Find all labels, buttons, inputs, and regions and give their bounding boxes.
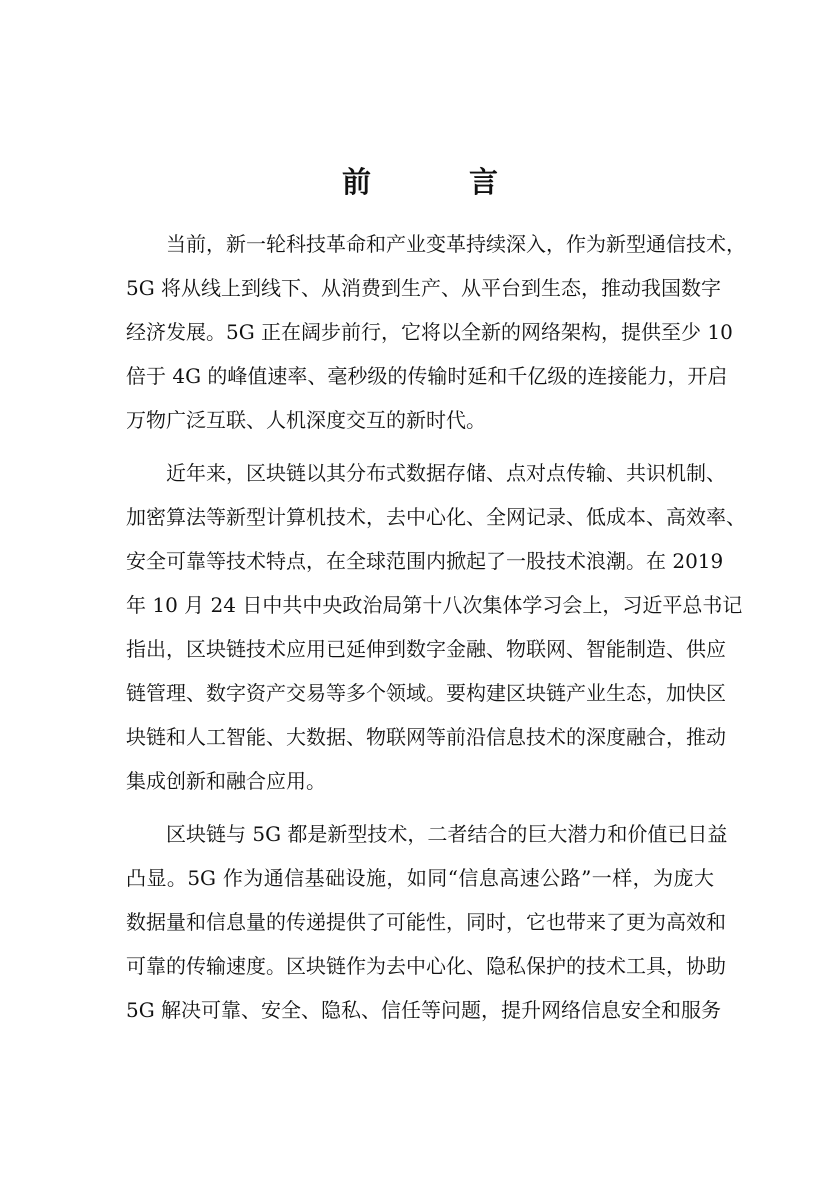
paragraph-line: 链管理、数字资产交易等多个领域。要构建区块链产业生态，加快区 xyxy=(126,681,726,705)
paragraph-2 xyxy=(126,451,746,803)
paragraph-line: 年 10 月 24 日中共中央政治局第十八次集体学习会上，习近平总书记 xyxy=(126,593,743,617)
paragraph-line: 倍于 4G 的峰值速率、毫秒级的传输时延和千亿级的连接能力，开启 xyxy=(126,364,728,388)
paragraph-line: 加密算法等新型计算机技术，去中心化、全网记录、低成本、高效率、 xyxy=(126,505,746,529)
paragraph-line: 5G 将从线上到线下、从消费到生产、从平台到生态，推动我国数字 xyxy=(126,276,722,300)
paragraph-line: 块链和人工智能、大数据、物联网等前沿信息技术的深度融合，推动 xyxy=(126,725,726,749)
paragraph-line: 数据量和信息量的传递提供了可能性，同时，它也带来了更为高效和 xyxy=(126,910,726,934)
paragraph-line: 指出，区块链技术应用已延伸到数字金融、物联网、智能制造、供应 xyxy=(126,637,726,661)
paragraph-line: 5G 解决可靠、安全、隐私、信任等问题，提升网络信息安全和服务 xyxy=(126,998,722,1022)
paragraph-3 xyxy=(126,812,728,1032)
paragraph-line: 安全可靠等技术特点，在全球范围内掀起了一股技术浪潮。在 2019 xyxy=(126,549,724,573)
paragraph-line: 区块链与 5G 都是新型技术，二者结合的巨大潜力和价值已日益 xyxy=(166,822,728,846)
body-text xyxy=(126,222,746,1032)
page-title: 前 言 xyxy=(341,165,543,199)
paragraph-line: 凸显。5G 作为通信基础设施，如同“信息高速公路”一样，为庞大 xyxy=(126,866,714,890)
paragraph-line: 当前，新一轮科技革命和产业变革持续深入，作为新型通信技术， xyxy=(166,232,746,256)
paragraph-line: 集成创新和融合应用。 xyxy=(126,769,326,793)
paragraph-line: 近年来，区块链以其分布式数据存储、点对点传输、共识机制、 xyxy=(166,461,726,485)
paragraph-line: 经济发展。5G 正在阔步前行，它将以全新的网络架构，提供至少 10 xyxy=(126,320,733,344)
paragraph-line: 可靠的传输速度。区块链作为去中心化、隐私保护的技术工具，协助 xyxy=(126,954,726,978)
paragraph-line: 万物广泛互联、人机深度交互的新时代。 xyxy=(126,408,486,432)
paragraph-1 xyxy=(126,222,746,442)
